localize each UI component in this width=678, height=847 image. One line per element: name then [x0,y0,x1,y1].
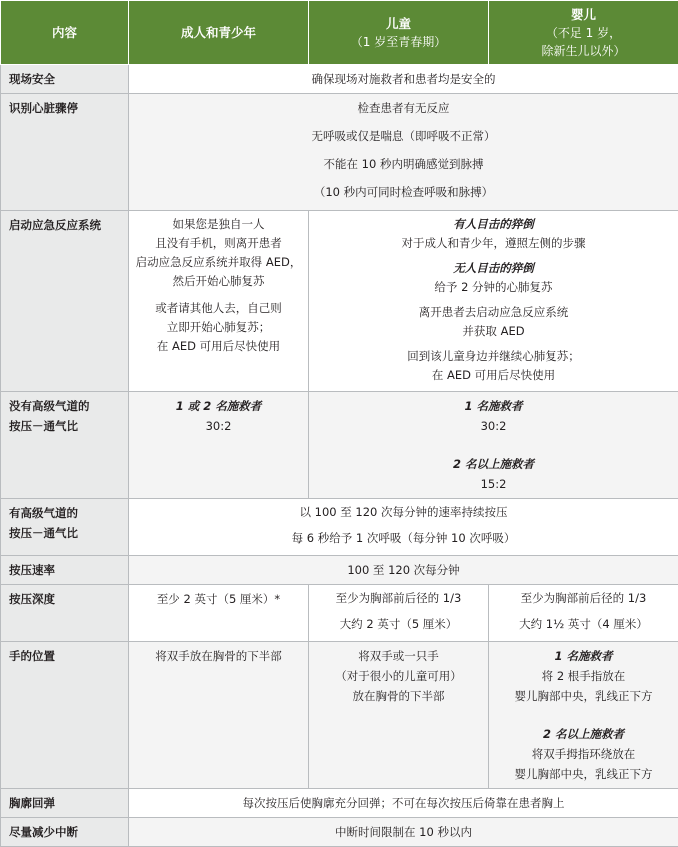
activate-adult-line: 或者请其他人去，自己则 [135,299,302,318]
return-line: 回到该儿童身边并继续心肺复苏； [315,347,672,366]
ratio-two-rescuer-title: 2 名以上施救者 [315,454,672,474]
label-chest-recoil: 胸廓回弹 [1,789,129,818]
depth-adult: 至少 2 英寸（5 厘米）* [129,585,309,642]
text-scene-safety: 确保现场对施救者和患者均是安全的 [129,65,678,94]
recognize-line: （10 秒内可同时检查呼吸和脉搏） [135,178,672,206]
row-compression-depth [1,585,678,642]
label-activate-ems: 启动应急反应系统 [1,211,129,392]
witnessed-text: 对于成人和青少年，遵照左侧的步骤 [315,234,672,253]
hands-infant-one-line: 婴儿胸部中央，乳线正下方 [495,686,672,706]
ratio-airway-line-1: 以 100 至 120 次每分钟的速率持续按压 [135,499,672,525]
header-row [1,1,678,65]
label-minimize-interruptions: 尽量减少中断 [1,818,129,847]
activate-adult-line: 如果您是独自一人 [135,215,302,234]
text-compression-rate: 100 至 120 次每分钟 [129,556,678,585]
hands-child-line: （对于很小的儿童可用） [315,666,482,686]
row-recognize-arrest [1,94,678,211]
row-chest-recoil [1,789,678,818]
label-ratio-no-airway [1,392,129,499]
depth-infant-1: 至少为胸部前后径的 1/3 [495,585,672,611]
recognize-line: 无呼吸或仅是喘息（即呼吸不正常） [135,122,672,150]
label-ratio-airway [1,499,129,556]
activate-adult [129,211,309,392]
text-minimize-interruptions: 中断时间限制在 10 秒以内 [129,818,678,847]
recognize-line: 不能在 10 秒内明确感觉到脉搏 [135,150,672,178]
hands-adult: 将双手放在胸骨的下半部 [129,642,309,789]
return-line: 在 AED 可用后尽快使用 [315,366,672,385]
hands-child-line: 放在胸骨的下半部 [315,686,482,706]
depth-infant-2: 大约 1½ 英寸（4 厘米） [495,611,672,637]
row-minimize-interruptions [1,818,678,847]
hands-infant-two-title: 2 名以上施救者 [495,724,672,744]
ratio-two-rescuer-value: 15:2 [315,474,672,494]
label-recognize-arrest: 识别心脏骤停 [1,94,129,211]
header-child [309,1,489,65]
label-ratio-no-airway-2: 按压－通气比 [9,416,120,436]
label-scene-safety: 现场安全 [1,65,129,94]
leave-line: 并获取 AED [315,322,672,341]
hands-infant-one-line: 将 2 根手指放在 [495,666,672,686]
header-infant-subtitle-2: 除新生儿以外） [490,42,677,60]
row-compression-rate [1,556,678,585]
header-child-title: 儿童 [310,15,487,33]
ratio-one-rescuer-title: 1 名施救者 [315,396,672,416]
hands-child [309,642,489,789]
label-ratio-airway-2: 按压－通气比 [9,523,120,543]
header-adult: 成人和青少年 [129,1,309,65]
ratio-adult-value: 30:2 [135,416,302,436]
header-content: 内容 [1,1,129,65]
ratio-adult-title: 1 或 2 名施救者 [135,396,302,416]
header-child-subtitle: （1 岁至青春期） [310,33,487,51]
row-activate-ems [1,211,678,392]
ratio-one-rescuer-value: 30:2 [315,416,672,436]
ratio-airway-line-2: 每 6 秒给予 1 次呼吸（每分钟 10 次呼吸） [135,525,672,551]
label-compression-depth: 按压深度 [1,585,129,642]
witnessed-title: 有人目击的猝倒 [315,215,672,234]
row-scene-safety [1,65,678,94]
activate-adult-line: 在 AED 可用后尽快使用 [135,337,302,356]
header-infant [489,1,678,65]
label-compression-rate: 按压速率 [1,556,129,585]
text-recognize-arrest [129,94,678,211]
leave-line: 离开患者去启动应急反应系统 [315,303,672,322]
activate-adult-line: 然后开始心肺复苏 [135,272,302,291]
activate-adult-line: 立即开始心肺复苏； [135,318,302,337]
row-hand-placement [1,642,678,789]
ratio-child-infant [309,392,678,499]
label-ratio-no-airway-1: 没有高级气道的 [9,396,120,416]
activate-adult-line: 启动应急反应系统并取得 AED， [135,253,302,272]
activate-adult-line: 且没有手机，则离开患者 [135,234,302,253]
depth-child-1: 至少为胸部前后径的 1/3 [315,585,482,611]
unwitnessed-title: 无人目击的猝倒 [315,259,672,278]
text-ratio-airway [129,499,678,556]
label-ratio-airway-1: 有高级气道的 [9,503,120,523]
unwitnessed-text: 给予 2 分钟的心肺复苏 [315,278,672,297]
depth-infant [489,585,678,642]
header-infant-title: 婴儿 [490,6,677,24]
hands-child-line: 将双手或一只手 [315,646,482,666]
header-infant-subtitle-1: （不足 1 岁， [490,24,677,42]
text-chest-recoil: 每次按压后使胸廓充分回弹；不可在每次按压后倚靠在患者胸上 [129,789,678,818]
ratio-adult [129,392,309,499]
depth-child [309,585,489,642]
recognize-line: 检查患者有无反应 [135,94,672,122]
hands-infant-two-line: 将双手拇指环绕放在 [495,744,672,764]
label-hand-placement: 手的位置 [1,642,129,789]
hands-infant-two-line: 婴儿胸部中央，乳线正下方 [495,764,672,784]
hands-infant-one-title: 1 名施救者 [495,646,672,666]
activate-child-infant [309,211,678,392]
row-ratio-airway [1,499,678,556]
hands-infant [489,642,678,789]
depth-child-2: 大约 2 英寸（5 厘米） [315,611,482,637]
row-ratio-no-airway [1,392,678,499]
